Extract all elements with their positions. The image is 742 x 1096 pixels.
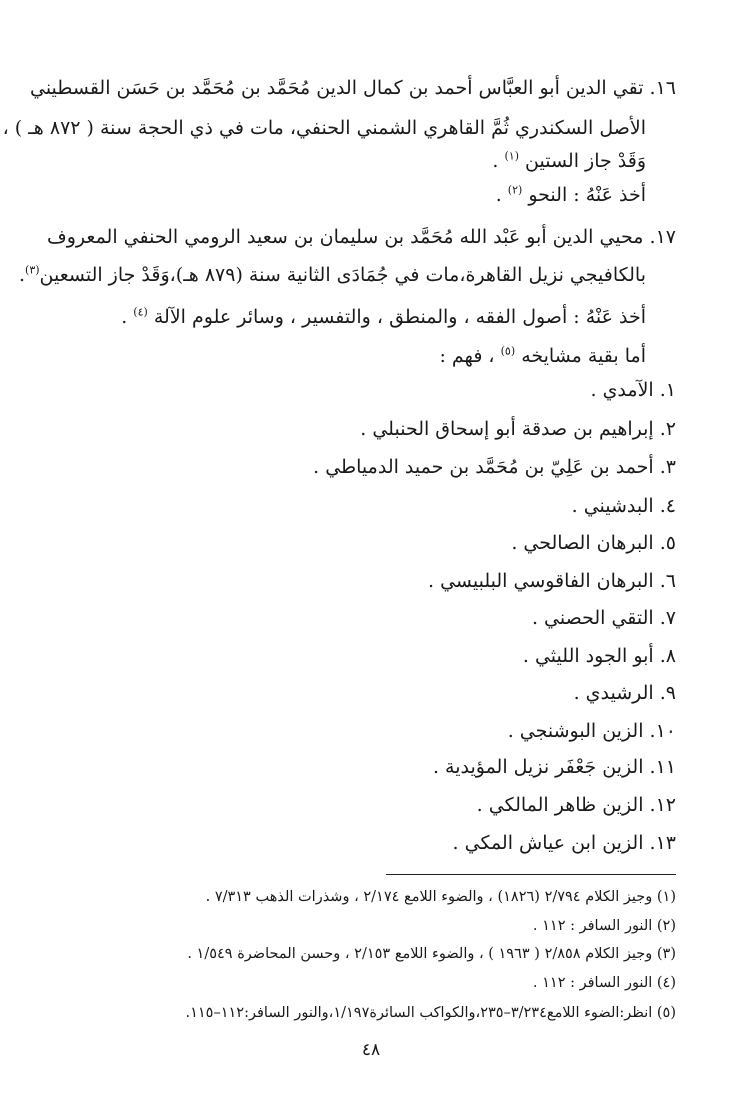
remaining-intro-text: أما بقية مشايخه [521,345,646,367]
teacher-list-item: ٨. أبو الجود الليثي . [522,645,676,667]
teacher-list-item: ١٣. الزين ابن عياش المكي . [452,832,676,854]
remaining-intro-end: ، فهم : [439,345,495,367]
footnote-4: (٤) النور السافر : ١١٢ . [532,975,676,991]
entry-16-line-2: الأصل السكندري ثُمَّ القاهري الشمني الحنفي، مات في ذي الحجة سنة ( ٨٧٢ هـ ) ، [2,117,646,139]
footnote-1: (١) وجيز الكلام ٢/٧٩٤ (١٨٢٦) ، والضوء اللامع ٢/١٧٤ ، وشذرات الذهب ٧/٣١٣ . [205,889,676,905]
teacher-list-item: ٧. التقي الحصني . [531,607,676,629]
teacher-list-item: ١. الآمدي . [590,379,676,401]
entry-16-line-3 [70,146,646,176]
teacher-list-item: ٦. البرهان الفاقوسي البلبيسي . [428,570,676,592]
footnote-ref-2[interactable]: (٢) [507,183,523,197]
entry-16-took-from [70,180,646,210]
footnote-2: (٢) النور السافر : ١١٢ . [532,918,676,934]
entry-17-line-2 [18,260,646,290]
footnote-ref-4[interactable]: (٤) [133,305,148,319]
remaining-teachers-intro [70,341,646,371]
teacher-list-item: ٩. الرشيدي . [573,682,676,704]
entry-17-took-text: أخذ عَنْهُ : أصول الفقه ، والمنطق ، والتفسير ، وسائر علوم الآلة [153,306,646,328]
footnote-ref-3[interactable]: (٣) [25,263,40,277]
teacher-list-item: ١٢. الزين ظاهر المالكي . [476,794,676,816]
footnote-separator [386,874,676,875]
teacher-list-item: ٣. أحمد بن عَلِيّ بن مُحَمَّد بن حميد الدمياطي . [313,456,676,478]
entry-17-took-from [70,302,646,332]
teacher-list-item: ٥. البرهان الصالحي . [511,532,676,554]
footnote-ref-1[interactable]: (١) [504,149,519,163]
page-number: ٤٨ [361,1040,381,1060]
entry-16-line-1: ١٦. تقي الدين أبو العبَّاس أحمد بن كمال الدين مُحَمَّد بن مُحَمَّد بن حَسَن القسطيني [29,77,676,99]
teacher-list-item: ٤. البدشيني . [571,495,676,517]
entry-16-took-text: أخذ عَنْهُ : النحو [528,184,646,206]
entry-16-took-end: . [495,184,502,206]
entry-17-line-2-end: . [18,264,26,286]
teacher-list-item: ١٠. الزين البوشنجي . [507,720,676,742]
teacher-list-item: ١١. الزين جَعْفَر نزيل المؤيدية . [432,756,676,778]
footnote-3: (٣) وجيز الكلام ٢/٨٥٨ ( ١٩٦٣ ) ، والضوء اللامع ٢/١٥٣ ، وحسن المحاضرة ١/٥٤٩ . [187,946,676,962]
entry-16-line-3-end: . [492,150,499,172]
entry-17-line-2-text: بالكافيجي نزيل القاهرة،مات في جُمَادَى الثانية سنة (٨٧٩ هـ)،وَقَدْ جاز التسعين [39,264,646,286]
entry-16-line-3-text: وَقَدْ جاز الستين [525,150,646,172]
entry-17-took-end: . [121,306,128,328]
footnote-5: (٥) انظر:الضوء اللامع٣/٢٣٤–٢٣٥،والكواكب السائرة١/١٩٧،والنور السافر:١١٢–١١٥. [185,1005,676,1021]
entry-17-line-1: ١٧. محيي الدين أبو عَبْد الله مُحَمَّد بن سليمان بن سعيد الرومي الحنفي المعروف [47,226,676,248]
teacher-list-item: ٢. إبراهيم بن صدقة أبو إسحاق الحنبلي . [360,418,676,440]
footnote-ref-5[interactable]: (٥) [500,344,516,358]
